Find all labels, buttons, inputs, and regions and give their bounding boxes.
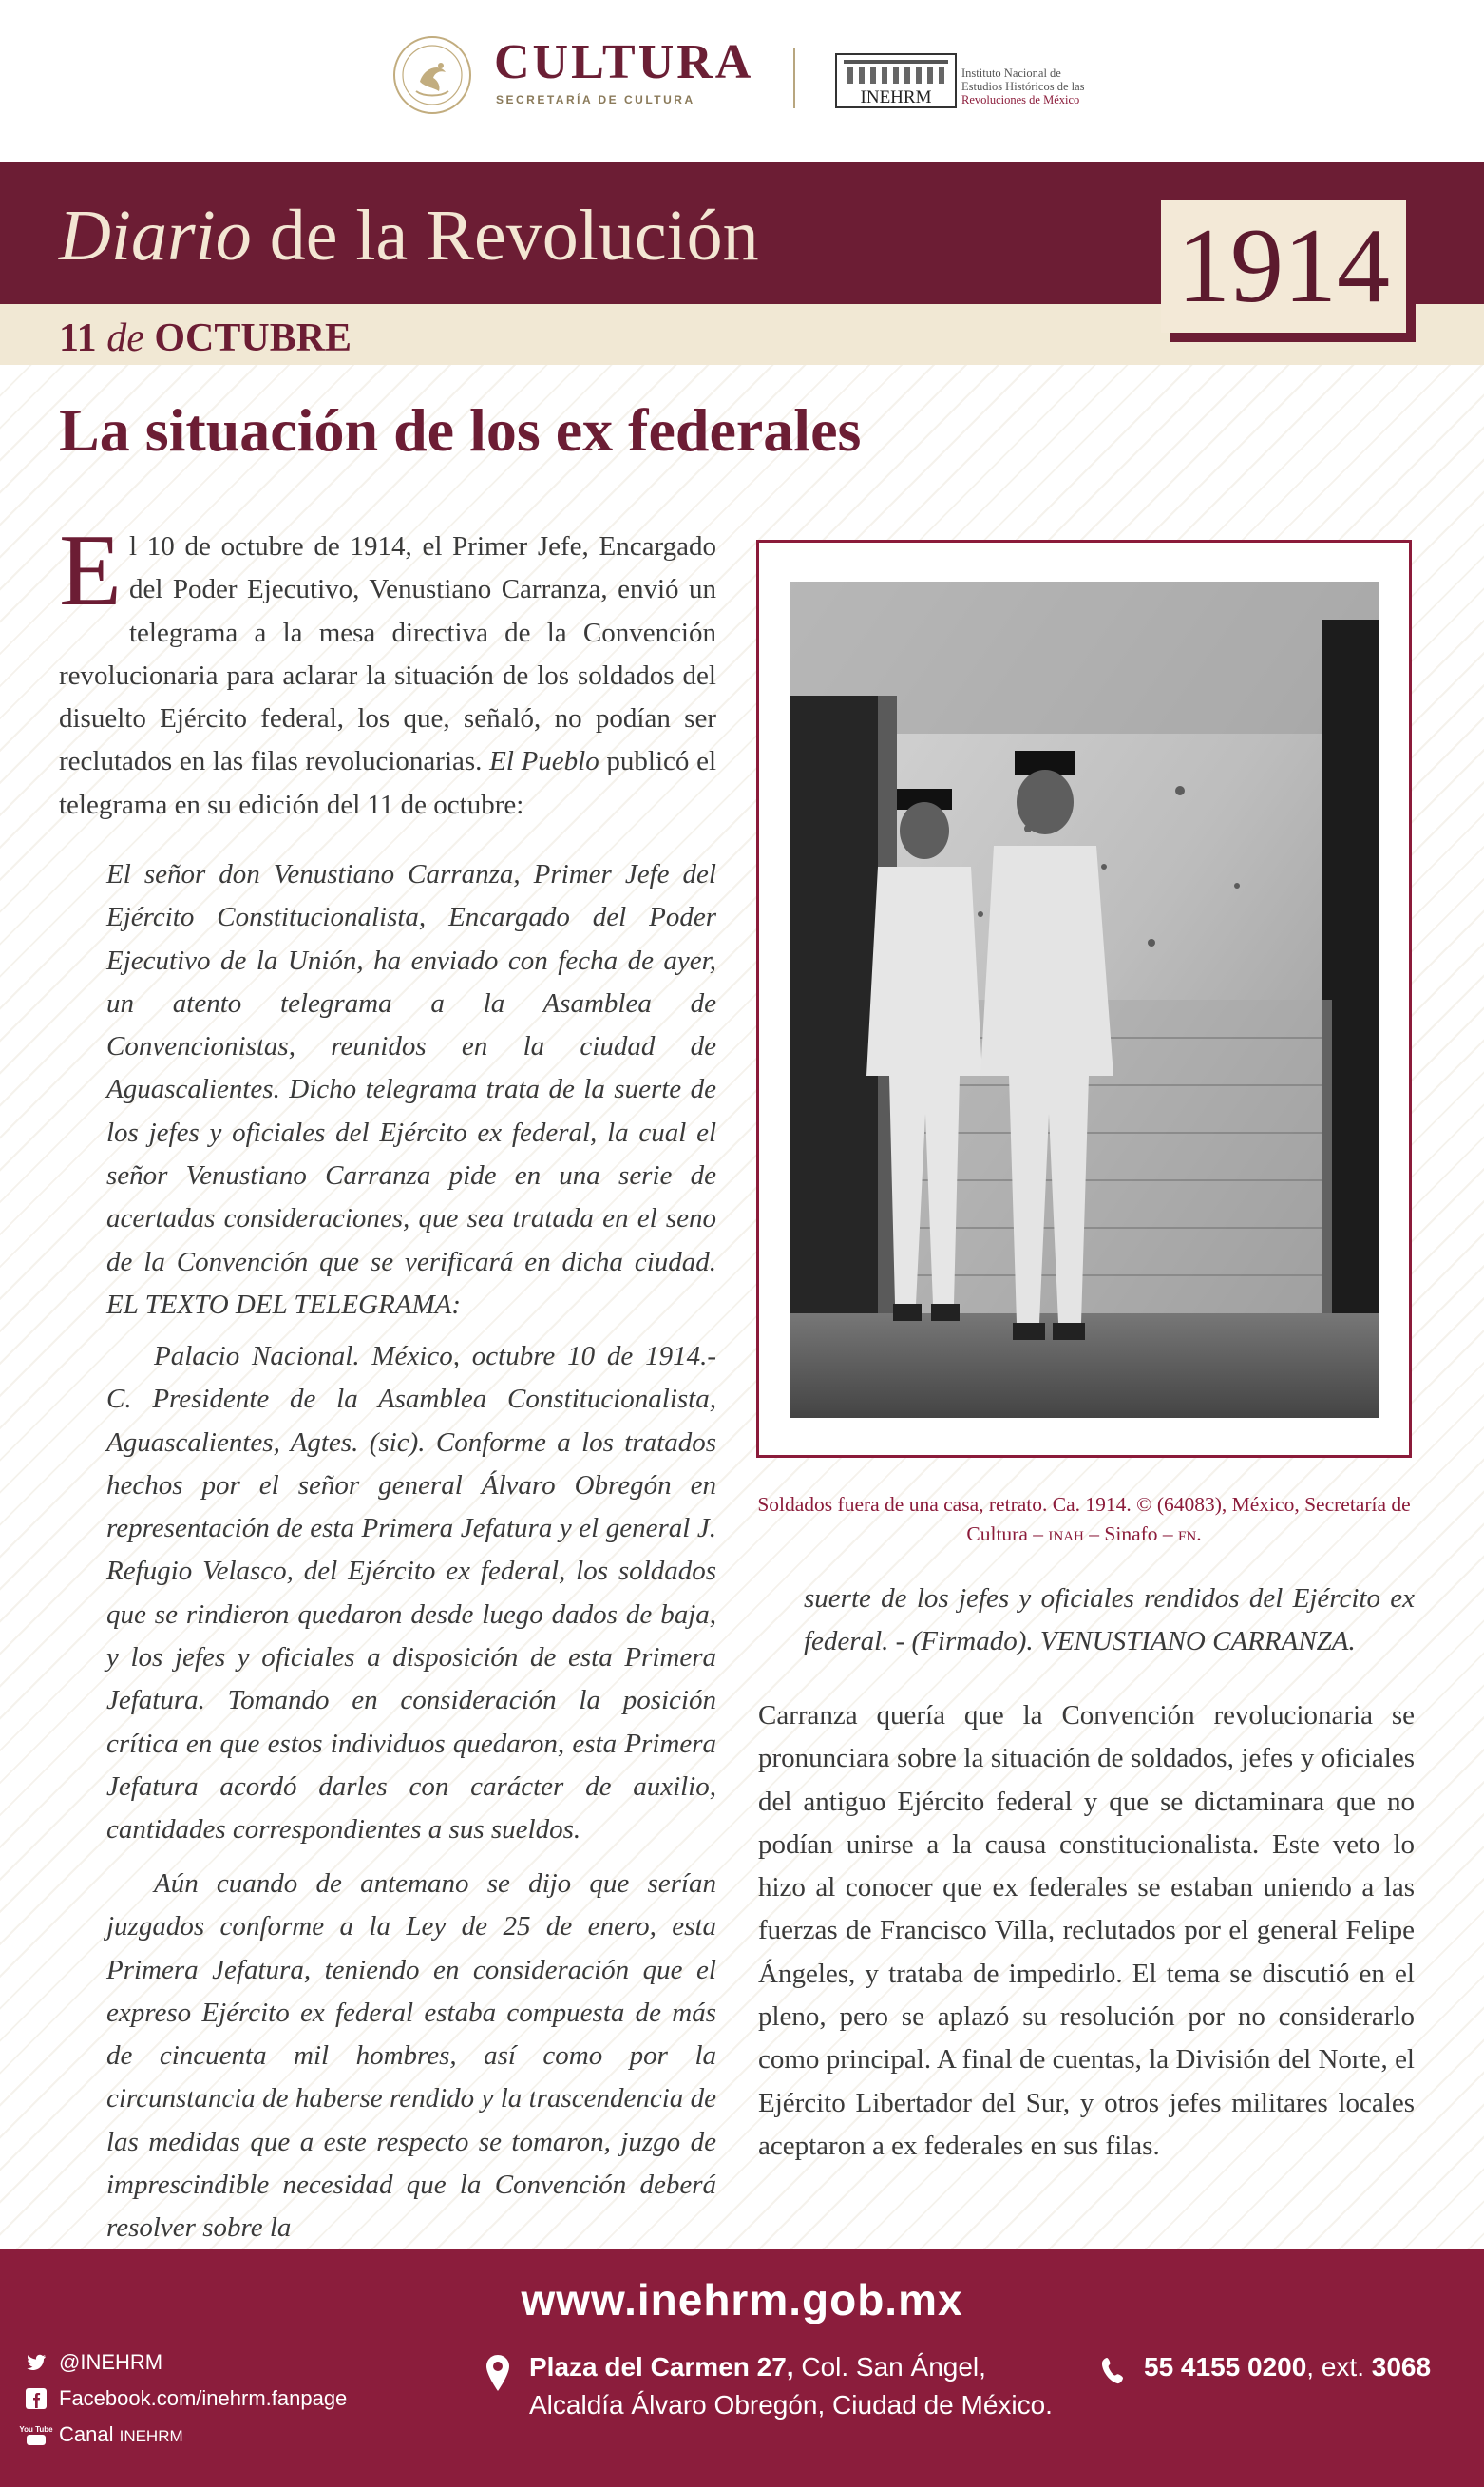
address-colonia: Col. San Ángel, <box>793 2352 986 2382</box>
caption-fn: fn <box>1178 1522 1197 1545</box>
intro-newspaper-name: El Pueblo <box>489 746 599 777</box>
drop-cap: E <box>59 514 122 627</box>
logo-divider <box>793 48 795 108</box>
date-month: OCTUBRE <box>154 316 352 360</box>
intro-text-1: l 10 de octubre de 1914, el Primer Jefe, Encargado del Poder Ejecutivo, Venustiano Carranza, envió un telegrama a la mesa directiva de la Convención revolucionaria para aclarar la situación de los soldados del disuelto Ejército federal, los que, señaló, no podían ser reclutados en las filas revolucionarias. <box>59 531 716 777</box>
date-day: 11 <box>59 316 97 360</box>
quote-paragraph-2: Palacio Nacional. México, octubre 10 de 1914.- C. Presidente de la Asamblea Constitucionalista, Aguascalientes, Agtes. (sic). Conforme a los tratados hechos por el señor general Álvaro Obregón en representación de esta Primera Jefatura y el general J. Refugio Velasco, del Ejército ex federal, los soldados que se rindieron quedaron desde luego dados de baja, y los jefes y oficiales a disposición de esta Primera Jefatura. Tomando en consideración la posición crítica en que estos individuos quedaron, esta Primera Jefatura acordó darles con carácter de auxilio, cantidades correspondientes a sus sueldos. <box>106 1341 716 1846</box>
twitter-link[interactable] <box>25 2350 162 2375</box>
closing-paragraph: Carranza quería que la Convención revolucionaria se pronunciara sobre la situación de soldados, jefes y oficiales del antiguo Ejército federal y que se dictaminara que no podían unirse a la causa constitucionalista. Este veto lo hizo al conocer que ex federales se estaban uniendo a las fuerzas de Francisco Villa, reclutados por el general Felipe Ángeles, y trataba de impedirlo. El tema se discutió en el pleno, pero se aplazó su resolución por no considerarlo como principal. A final de cuentas, la División del Norte, el Ejército Libertador del Sur, y otros jefes militares locales aceptaron a ex federales en sus filas. <box>758 1700 1415 2161</box>
quote-paragraph-3: Aún cuando de antemano se dijo que serían juzgados conforme a la Ley de 25 de enero, esta Primera Jefatura, teniendo en consideración que el expreso Ejército ex federal estaba compuesta de más de cincuenta mil hombres, así como por la circunstancia de haberse rendido y la trascendencia de las medidas que a este respecto se tomaron, juzgo de imprescindible necesidad que la Convención deberá resolver sobre la <box>106 1868 716 2244</box>
year-box <box>1161 200 1406 333</box>
publication-date <box>59 316 352 361</box>
caption-mid: – Sinafo – <box>1083 1522 1179 1545</box>
address-line2: Alcaldía Álvaro Obregón, Ciudad de México. <box>529 2390 1053 2420</box>
location-pin-icon <box>485 2354 511 2392</box>
youtube-prefix: Canal <box>59 2422 120 2446</box>
intro-text-2: publicó el telegrama en su edición del 11 de octubre: <box>59 746 716 820</box>
phone-main: 55 4155 0200 <box>1144 2352 1307 2382</box>
cultura-logo-subtitle: SECRETARÍA DE CULTURA <box>496 93 695 106</box>
footer <box>0 2249 1484 2487</box>
series-title <box>59 196 759 276</box>
caption-inah: inah <box>1048 1522 1084 1545</box>
address-street: Plaza del Carmen 27, <box>529 2352 794 2382</box>
inehrm-text-line1: Instituto Nacional de <box>961 67 1061 80</box>
twitter-handle: @INEHRM <box>59 2350 163 2374</box>
youtube-name: INEHRM <box>119 2427 183 2445</box>
intro-paragraph <box>59 514 716 827</box>
facebook-icon <box>25 2387 48 2410</box>
svg-text:You Tube: You Tube <box>19 2425 53 2434</box>
historic-photo-soldiers <box>790 582 1379 1418</box>
series-title-italic: Diario <box>59 196 252 276</box>
phone-ext: 3068 <box>1371 2352 1432 2382</box>
article-headline: La situación de los ex federales <box>59 396 862 464</box>
inehrm-logo-text <box>961 67 1085 106</box>
website-link[interactable]: www.inehrm.gob.mx <box>521 2275 963 2324</box>
caption-end: . <box>1196 1522 1202 1545</box>
photo-caption <box>756 1490 1412 1549</box>
youtube-icon <box>19 2423 53 2446</box>
cultura-logo-word: CULTURA <box>494 35 754 89</box>
svg-text:INEHRM: INEHRM <box>860 87 932 107</box>
phone-number <box>1144 2348 1431 2386</box>
youtube-link[interactable] <box>19 2422 183 2447</box>
inehrm-text-line2: Estudios Históricos de las <box>961 80 1085 93</box>
twitter-icon <box>25 2351 48 2374</box>
mexico-seal-icon <box>391 34 473 116</box>
series-title-rest: de la Revolución <box>251 196 759 276</box>
inehrm-building-logo <box>834 52 958 109</box>
logo-bar <box>0 0 1484 162</box>
phone-icon <box>1100 2356 1127 2386</box>
quote-paragraph-4: suerte de los jefes y oficiales rendidos del Ejército ex federal. - (Firmado). VENUSTIANO CARRANZA. <box>804 1583 1415 1657</box>
caption-text: Soldados fuera de una casa, retrato. Ca. 1914. © (64083), México, Secretaría de Cultura – <box>757 1493 1411 1545</box>
facebook-link[interactable] <box>25 2386 347 2411</box>
inehrm-text-line3: Revoluciones de México <box>961 93 1080 106</box>
date-de: de <box>106 316 144 360</box>
address <box>529 2348 1053 2424</box>
facebook-url: Facebook.com/inehrm.fanpage <box>59 2386 348 2410</box>
youtube-channel <box>59 2422 183 2447</box>
quote-paragraph-1: El señor don Venustiano Carranza, Primer Jefe del Ejército Constitucionalista, Encargado del Poder Ejecutivo de la Unión, ha enviado con fecha de ayer, un atento telegrama a la Asamblea de Convencionistas, reunidos en la ciudad de Aguascalientes. Dicho telegrama trata de la suerte de los jefes y oficiales del Ejército ex federal, la cual el señor Venustiano Carranza pide en una serie de acertadas consideraciones, que sea tratada en el seno de la Convención que se verificará en dicha ciudad. EL TEXTO DEL TELEGRAMA: <box>106 859 716 1320</box>
phone-ext-label: , ext. <box>1306 2352 1372 2382</box>
year-label: 1914 <box>1177 207 1390 325</box>
